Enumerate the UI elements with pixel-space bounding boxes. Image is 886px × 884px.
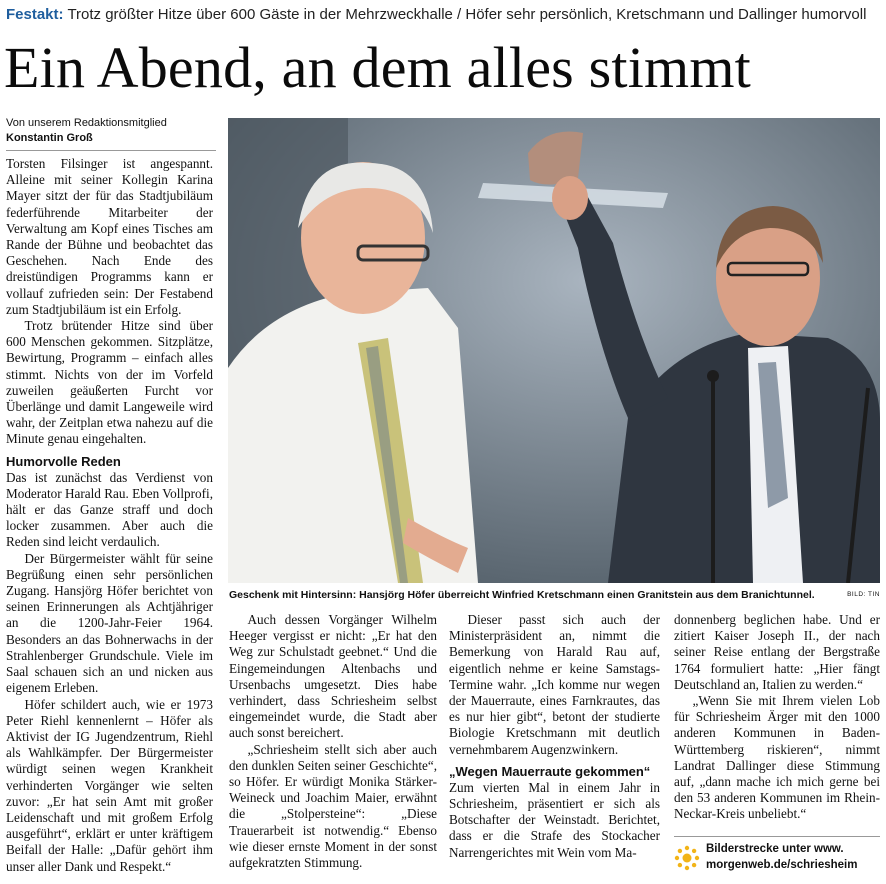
kicker-text: Trotz größter Hitze über 600 Gäste in der Mehrzweckhalle / Höfer sehr persönlich, Kretschmann und Dallinger humorvoll (67, 6, 867, 23)
paragraph: Das ist zunächst das Verdienst von Moderator Harald Rau. Eben Vollprofi, hält er das Ganze straff und doch locker zusammen. Aber auch die Reden sind leicht verdaulich. (6, 469, 213, 550)
paragraph: Trotz brütender Hitze sind über 600 Menschen gekommen. Sitzplätze, Bewirtung, Programm – einfach alles stimmt. Nichts von der im Vorfeld zuweilen geäußerten Furcht vor Überlänge und damit Langeweile wird wahr, der Zeitplan etwa nahezu auf die Minute genau eingehalten. (6, 318, 213, 447)
kicker (6, 4, 882, 26)
paragraph: Zum vierten Mal in einem Jahr in Schriesheim, präsentiert er sich als Botschafter der Weinstadt. Berichtet, dass er die Strafe des Stockacher Narrengerichtes mit Wein vom Ma- (449, 779, 660, 860)
subheading: „Wegen Mauerraute gekommen“ (449, 763, 651, 779)
byline-intro: Von unserem Redaktionsmitglied (6, 117, 167, 129)
paragraph: Auch dessen Vorgänger Wilhelm Heeger vergisst er nicht: „Er hat den Weg zur Schulstadt geebnet.“ Und die Eingemeindungen Altenbachs und Ursenbachs umgesetzt. Dies habe verhindert, dass Schriesheim selbst eingemeindet wurde, die Stadt aber auch sonst bereichert. (229, 612, 437, 741)
sun-icon (674, 845, 700, 871)
subheading: Humorvolle Reden (6, 453, 121, 469)
gallery-promo[interactable] (674, 836, 880, 879)
paragraph: „Schriesheim stellt sich aber auch den dunklen Seiten seiner Geschichte“, so Höfer. Er würdigt Monika Stärker-Weineck und Joachim Maier, erwähnt die „Stolpersteine“: „Diese Trauerarbeit ist notwendig.“ Ebenso wie dieser ernste Moment in der sonst aufgekratzten Stimmung. (229, 741, 437, 871)
paragraph: Höfer schildert auch, wie er 1973 Peter Riehl kennenlernt – Höfer als Aktivist der IG Jugendzentrum, Riehl als Wahlkämpfer. Der Bürgermeister würdigt seinen wegen Krankheit verhinderten Vorgänger wie selten zuvor: „Er hat sein Amt mit großer Leidenschaft und mit großem Erfolg ausgeführt“, erklärt er unter kräftigem Beifall der Halle: „Dafür gehört ihm unser aller Dank und Respekt.“ (6, 696, 213, 874)
byline-divider (6, 150, 216, 151)
byline-author: Konstantin Groß (6, 132, 93, 144)
article-column-1 (6, 156, 213, 881)
paragraph: Dieser passt sich auch der Ministerpräsident an, nimmt die Bemerkung von Harald Rau auf, eigentlich nehme er keine Samstags-Termine wahr. „Ich komme nur wegen der Mauerraute, eines Farnkrautes, das es nur hier gibt“, betont der studierte Biologie Kretschmann mit deutlich vernehmbarem Augenzwinkern. (449, 612, 660, 757)
promo-line-1: Bilderstrecke unter www. (706, 843, 844, 855)
byline (6, 116, 216, 146)
article-column-4 (674, 612, 880, 842)
photo-credit: BILD: TIN (847, 591, 880, 598)
promo-link[interactable]: morgenweb.de/schriesheim (706, 859, 858, 871)
headline: Ein Abend, an dem alles stimmt (4, 35, 752, 100)
paragraph: „Wenn Sie mit Ihrem vielen Lob für Schriesheim Ärger mit den 1000 anderen Kommunen in Baden-Württemberg riskieren“, nimmt Landrat Dallinger diese Stimmung auf, „dann mache ich mich gerne bei den 53 anderen Kommunen im Rhein-Neckar-Kreis unbeliebt.“ (674, 693, 880, 822)
kicker-label: Festakt: (6, 6, 64, 23)
article-column-3 (449, 612, 660, 880)
promo-text[interactable] (706, 841, 857, 873)
article-column-2 (229, 612, 437, 880)
paragraph: donnenberg beglichen habe. Und er zitiert Kaiser Joseph II., der nach seiner Reise entlang der Bergstraße 1764 formuliert hatte: „Hier fängt Deutschland an, Italien zu werden.“ (674, 612, 880, 692)
photo-illustration (228, 118, 880, 583)
photo-caption (229, 586, 880, 604)
caption-text: Geschenk mit Hintersinn: Hansjörg Höfer überreicht Winfried Kretschmann einen Granitstein aus dem Branichtunnel. (229, 589, 815, 601)
paragraph: Der Bürgermeister wählt für seine Begrüßung einen sehr persönlichen Zugang. Hansjörg Höfer berichtet von seinen Erinnerungen als Achtjähriger an die 1200-Jahr-Feier 1964. Besonders an das Bohnerwachs in der Strahlenberger Grundschule. Viele im Saal schauen sich an und nicken aus eigenem Erleben. (6, 550, 213, 696)
paragraph: Torsten Filsinger ist angespannt. Alleine mit seiner Kollegin Karina Mayer sitzt der für das Stadtjubiläum federführende Mitarbeiter der Verwaltung am Kopf eines Tisches am Rande der Bühne und beobachtet das Geschehen. Nach Ende des dreistündigen Programms kann er vollauf zufrieden sein: Der Festabend zum Stadtjubiläum ist ein Erfolg. (6, 156, 213, 317)
article-photo (228, 118, 880, 583)
